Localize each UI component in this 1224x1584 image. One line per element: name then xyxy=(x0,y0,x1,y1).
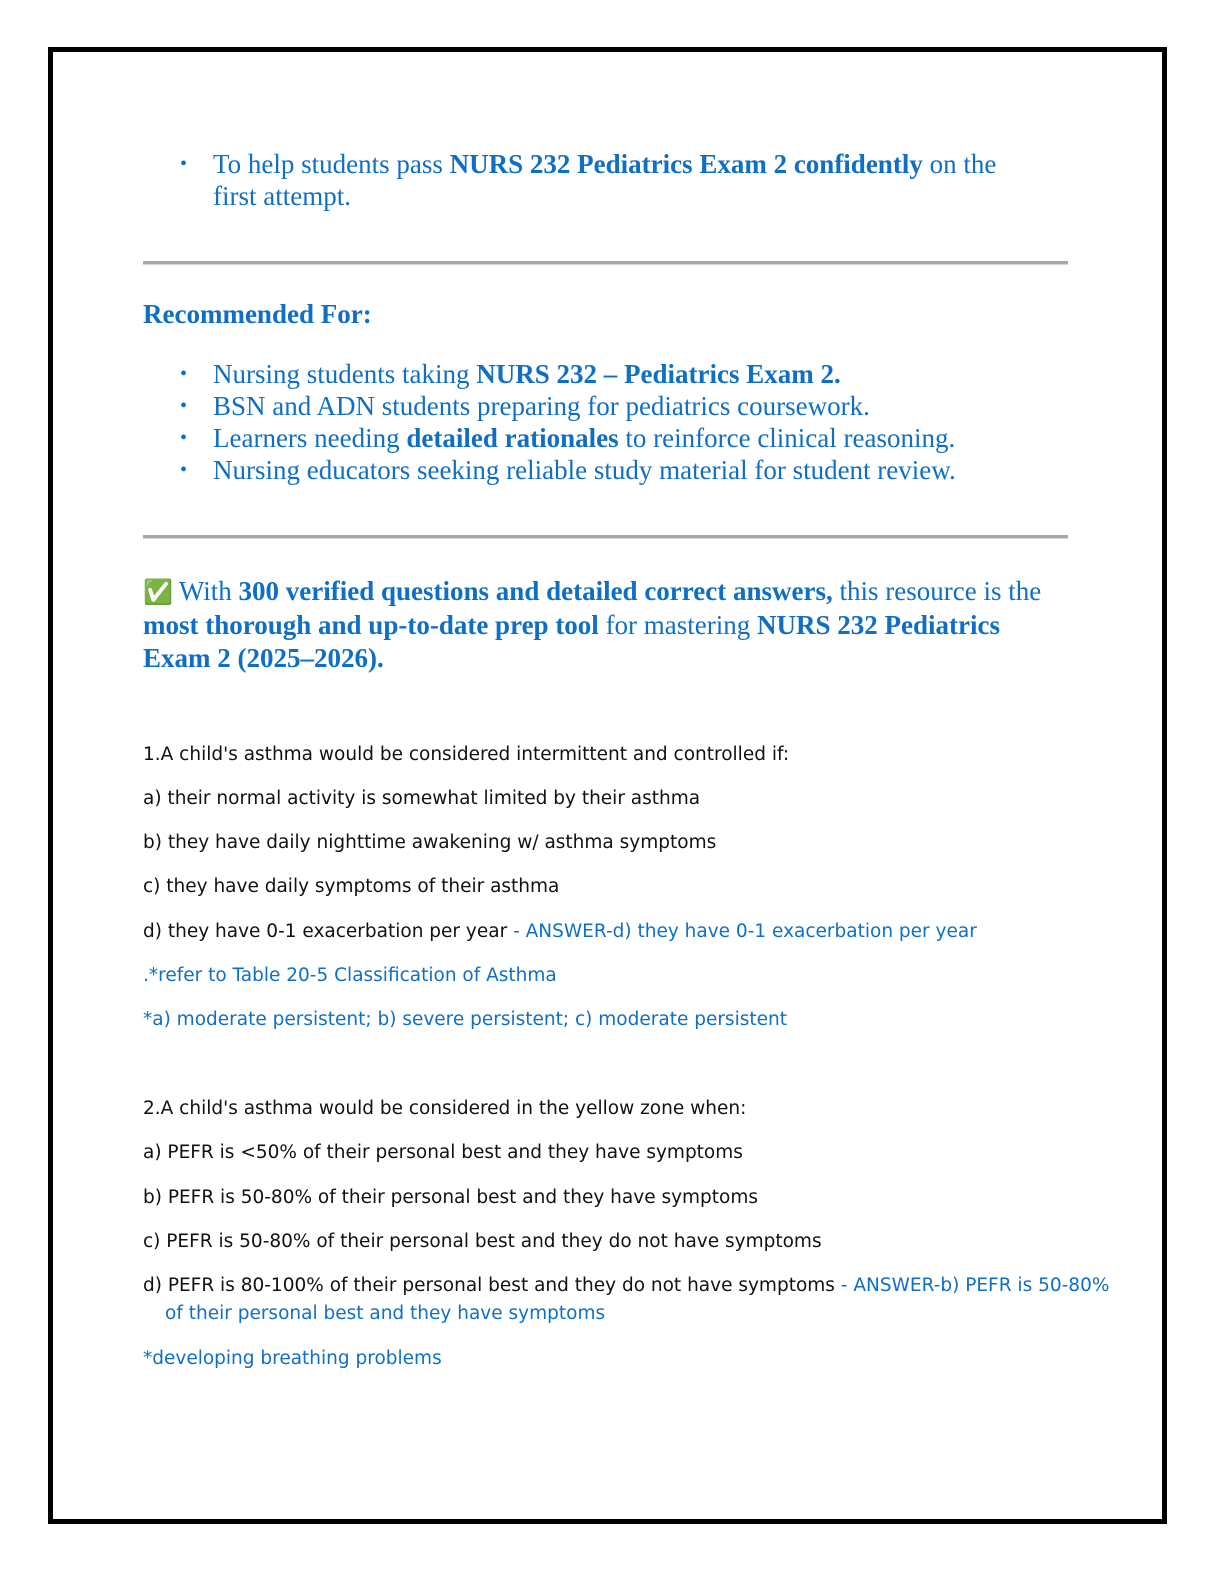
question-2-note-1: *developing breathing problems xyxy=(143,1348,442,1369)
bullet-dot: • xyxy=(180,459,188,481)
recommended-item-3 xyxy=(180,422,1074,454)
summary-t1: With xyxy=(178,576,239,606)
question-2-option-d xyxy=(143,1272,1110,1300)
summary-t3: for mastering xyxy=(598,610,758,640)
summary-b2: most thorough and up-to-date prep tool xyxy=(143,610,599,640)
summary-t2: this resource is the xyxy=(832,576,1042,606)
check-mark-icon: ✅ xyxy=(143,578,173,606)
question-1-note-2: *a) moderate persistent; b) severe persistent; c) moderate persistent xyxy=(143,1009,787,1030)
summary-b3: NURS 232 Pediatrics Exam 2 (2025–2026). xyxy=(143,610,1000,673)
question-2-answer-continued: of their personal best and they have symptoms xyxy=(165,1303,606,1324)
question-1-stem: 1.A child's asthma would be considered intermittent and controlled if: xyxy=(143,744,790,765)
recommended-item-2 xyxy=(180,390,1074,422)
answer-text: - ANSWER-d) they have 0-1 exacerbation per year xyxy=(513,921,977,942)
question-2-option-c: c) PEFR is 50-80% of their personal best and they do not have symptoms xyxy=(143,1231,822,1252)
question-1-option-b: b) they have daily nighttime awakening w/ asthma symptoms xyxy=(143,832,717,853)
question-1-option-d xyxy=(143,918,1073,946)
item-pre: Nursing educators seeking reliable study material for student review. xyxy=(213,455,956,485)
item-pre: Nursing students taking xyxy=(213,359,477,389)
intro-text-post: on the xyxy=(922,149,997,179)
item-pre: BSN and ADN students preparing for pediatrics coursework. xyxy=(213,391,870,421)
bullet-dot: • xyxy=(180,153,188,175)
horizontal-rule-1 xyxy=(143,261,1068,265)
recommended-item-4 xyxy=(180,454,1074,486)
recommended-item-1 xyxy=(180,358,1074,390)
item-bold: detailed rationales xyxy=(406,423,619,453)
question-2-option-a: a) PEFR is <50% of their personal best and they have symptoms xyxy=(143,1142,743,1163)
question-1-option-a: a) their normal activity is somewhat limited by their asthma xyxy=(143,788,701,809)
answer-text: - ANSWER-b) PEFR is 50-80% xyxy=(840,1275,1110,1296)
question-1-option-c: c) they have daily symptoms of their asthma xyxy=(143,876,560,897)
option-d-text: d) PEFR is 80-100% of their personal best and they do not have symptoms xyxy=(143,1275,841,1296)
summary-paragraph xyxy=(143,575,1073,675)
intro-bullet xyxy=(180,148,1074,212)
question-2-option-b: b) PEFR is 50-80% of their personal best and they have symptoms xyxy=(143,1187,759,1208)
question-1-note-1: .*refer to Table 20-5 Classification of Asthma xyxy=(143,965,557,986)
summary-b1: 300 verified questions and detailed correct answers, xyxy=(238,576,833,606)
item-pre: Learners needing xyxy=(213,423,407,453)
item-bold: NURS 232 – Pediatrics Exam 2. xyxy=(476,359,841,389)
horizontal-rule-2 xyxy=(143,535,1068,539)
intro-text-bold: NURS 232 Pediatrics Exam 2 confidently xyxy=(449,149,923,179)
bullet-dot: • xyxy=(180,395,188,417)
recommended-heading: Recommended For: xyxy=(143,299,372,329)
bullet-dot: • xyxy=(180,363,188,385)
intro-text-pre: To help students pass xyxy=(213,149,450,179)
bullet-dot: • xyxy=(180,427,188,449)
option-d-text: d) they have 0-1 exacerbation per year xyxy=(143,921,514,942)
item-post: to reinforce clinical reasoning. xyxy=(618,423,956,453)
question-2-stem: 2.A child's asthma would be considered in the yellow zone when: xyxy=(143,1098,747,1119)
intro-text-line2: first attempt. xyxy=(213,181,351,211)
